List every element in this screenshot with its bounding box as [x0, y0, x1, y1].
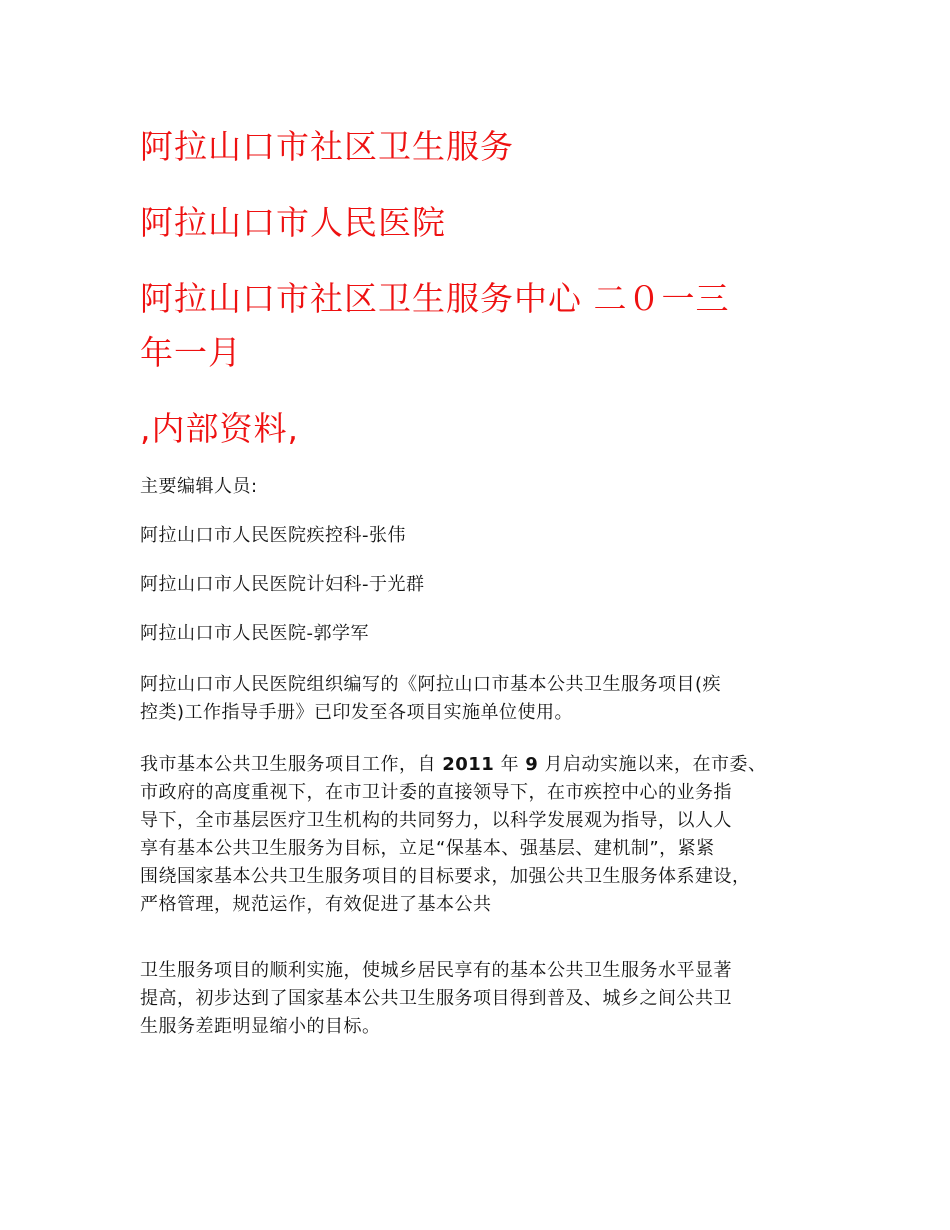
editor-entry-3: 阿拉山口市人民医院-郭学军 [140, 623, 369, 644]
paragraph-2-text-a: 我市基本公共卫生服务项目工作，自 [140, 754, 443, 775]
paragraph-1 [140, 671, 830, 727]
paragraph-2-year: 2011 [442, 754, 495, 775]
internal-material-label: ,内部资料, [140, 409, 299, 448]
title-line-3: 阿拉山口市社区卫生服务中心 二０一三 [140, 279, 730, 318]
paragraph-3 [140, 957, 830, 1041]
paragraph-2-line-1 [140, 751, 830, 779]
title-line-2: 阿拉山口市人民医院 [140, 203, 446, 242]
editor-entry-2: 阿拉山口市人民医院计妇科-于光群 [140, 574, 425, 595]
paragraph-1-line-2: 控类)工作指导手册》已印发至各项目实施单位使用。 [140, 702, 574, 723]
paragraph-1-line-1: 阿拉山口市人民医院组织编写的《阿拉山口市基本公共卫生服务项目(疾 [140, 674, 722, 695]
paragraph-3-line-2: 提高，初步达到了国家基本公共卫生服务项目得到普及、城乡之间公共卫 [140, 988, 732, 1009]
paragraph-2-line-6: 严格管理，规范运作，有效促进了基本公共 [140, 894, 492, 915]
paragraph-2-line-4: 享有基本公共卫生服务为目标，立足“保基本、强基层、建机制”，紧紧 [140, 838, 715, 859]
paragraph-2-line-2: 市政府的高度重视下，在市卫计委的直接领导下，在市疾控中心的业务指 [140, 782, 732, 803]
editors-heading: 主要编辑人员: [140, 476, 258, 497]
paragraph-2-text-c: 月启动实施以来，在市委、 [538, 754, 767, 775]
paragraph-3-line-3: 生服务差距明显缩小的目标。 [140, 1016, 381, 1037]
editor-entry-1: 阿拉山口市人民医院疾控科-张伟 [140, 525, 406, 546]
title-line-4: 年一月 [140, 333, 242, 372]
paragraph-3-line-1: 卫生服务项目的顺利实施，使城乡居民享有的基本公共卫生服务水平显著 [140, 960, 732, 981]
title-line-1: 阿拉山口市社区卫生服务 [140, 127, 514, 166]
paragraph-2-month: 9 [525, 754, 539, 775]
paragraph-2-line-3: 导下，全市基层医疗卫生机构的共同努力，以科学发展观为指导，以人人 [140, 810, 732, 831]
paragraph-2 [140, 751, 830, 919]
paragraph-2-line-5: 围绕国家基本公共卫生服务项目的目标要求，加强公共卫生服务体系建设， [140, 866, 751, 887]
paragraph-2-text-b: 年 [494, 754, 526, 775]
